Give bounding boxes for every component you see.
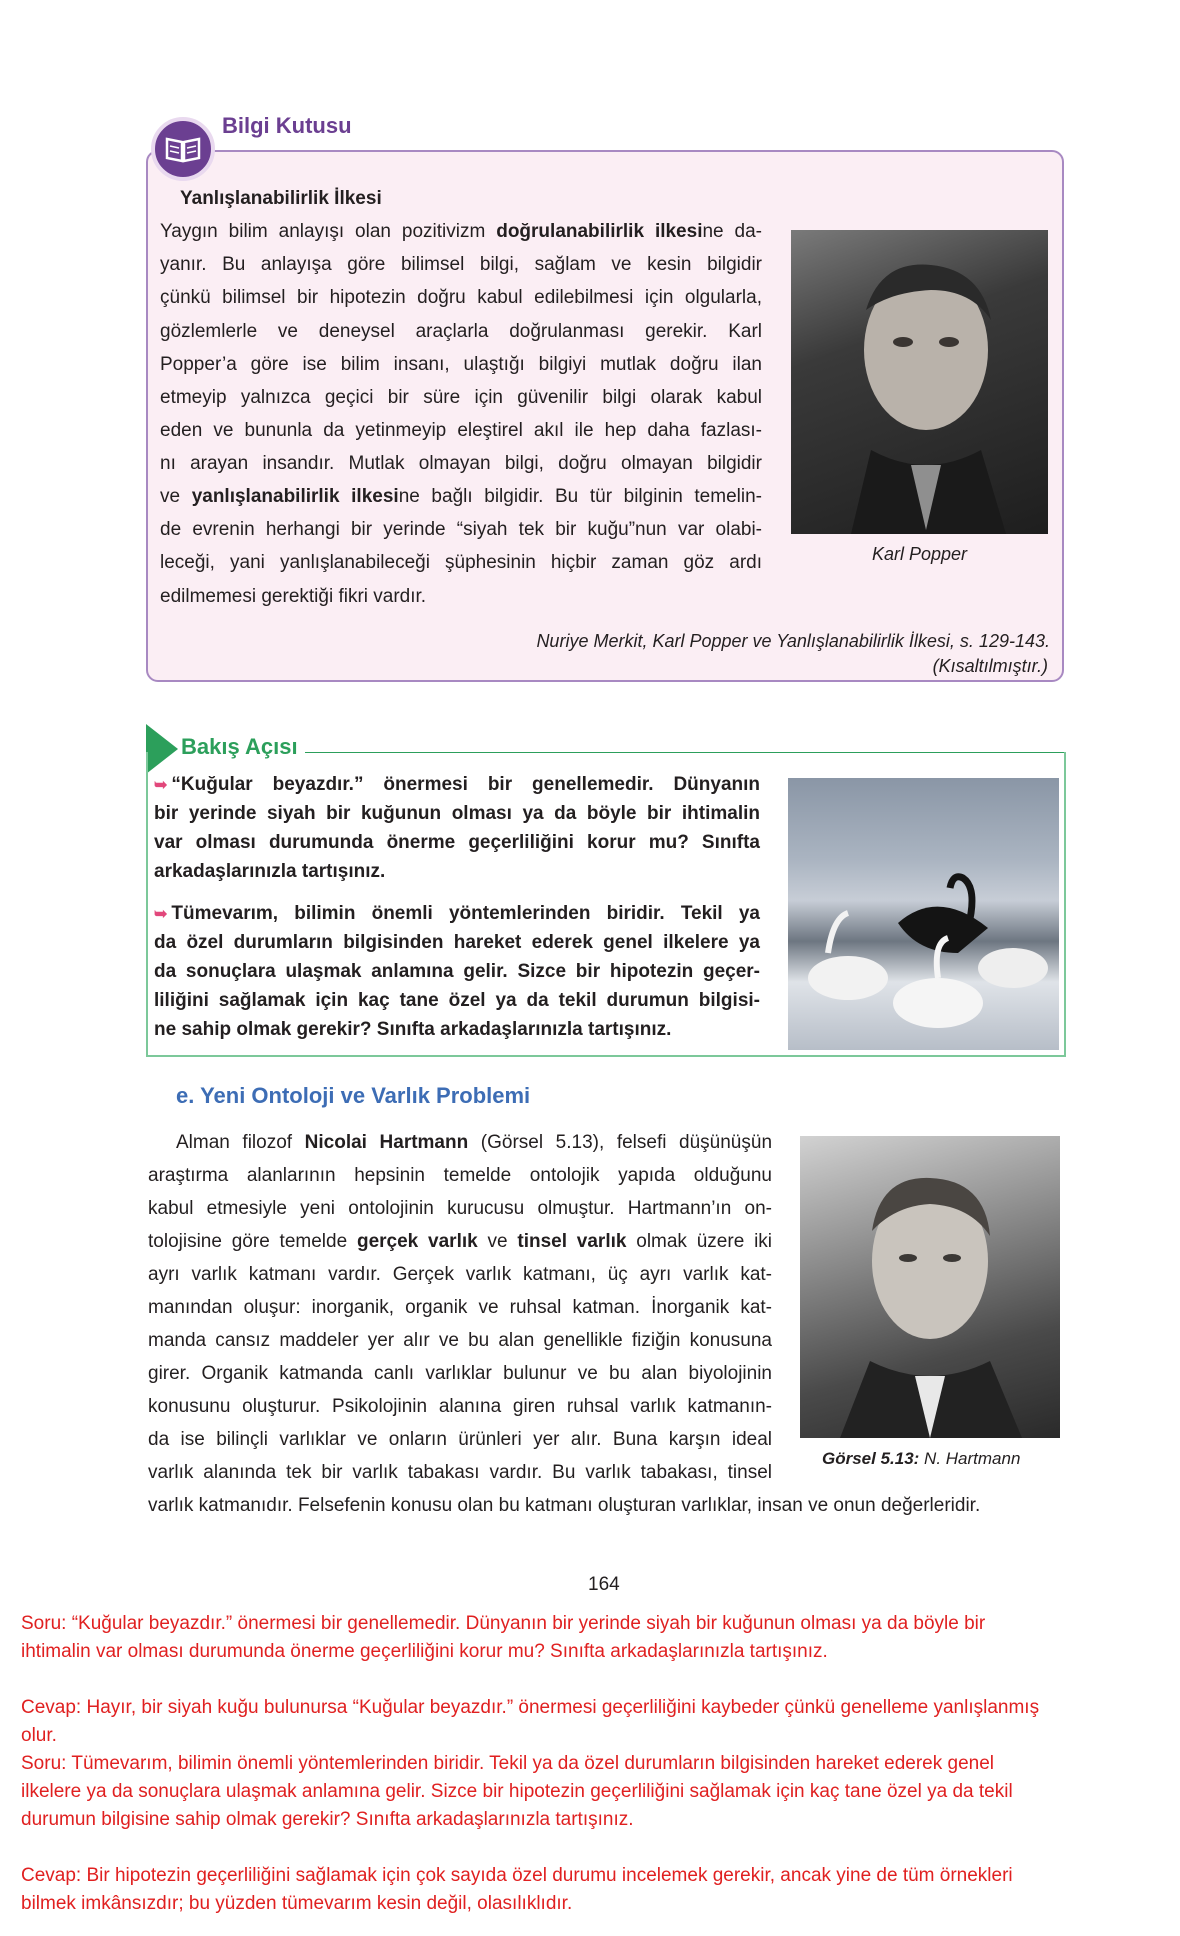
question-line: var olması durumunda önerme geçerliliğini korur mu? Sınıfta [154,832,760,853]
body-line: araştırma alanlarının hepsinin temelde ontolojik yapıda olduğunu [148,1165,772,1186]
book-icon [151,117,215,181]
source-note: (Kısaltılmıştır.) [932,656,1048,676]
body-line: girer. Organik katmanda canlı varlıklar bulunur ve bu alan biyolojinin [148,1363,772,1384]
question-line: liliğini sağlamak için kaç tane özel ya da tekil durumun bilgisi- [154,990,760,1011]
karl-popper-photo [791,230,1048,534]
question-line: ➥ “Kuğular beyazdır.” önermesi bir genellemedir. Dünyanın [154,774,760,795]
info-line: etmeyip yalnızca geçici bir süre için güvenilir bilgi olarak kabul [160,387,762,408]
body-line: da ise bilinçli varlıklar ve onların ürünleri yer alır. Buna karşın ideal [148,1429,772,1450]
question-line: ne sahip olmak gerekir? Sınıfta arkadaşlarınızla tartışınız. [154,1019,672,1040]
info-line: de evrenin herhangi bir yerinde “siyah tek bir kuğu”nun var olabi- [160,519,762,540]
answer-text: olur. [21,1725,57,1746]
question-text: Soru: “Kuğular beyazdır.” önermesi bir genellemedir. Dünyanın bir yerinde siyah bir kuğunun olması ya da böyle bir [21,1613,986,1634]
body-line: tolojisine göre temelde gerçek varlık ve tinsel varlık olmak üzere iki [148,1231,773,1252]
question-text: Soru: Tümevarım, bilimin önemli yöntemlerinden biridir. Tekil ya da özel durumların bilgisinden hareket ederek genel [21,1753,995,1774]
photo-caption: Karl Popper [872,544,968,564]
question-text: ihtimalin var olması durumunda önerme geçerliliğini korur mu? Sınıfta arkadaşlarınızla tartışınız. [21,1641,828,1662]
question-text: ilkelere ya da sonuçlara ulaşmak anlamına gelir. Sizce bir hipotezin geçerliliğini sağlamak için kaç tane özel ya da tekil [21,1781,1013,1802]
arrow-bullet-icon: ➥ [154,777,168,794]
info-line: leceği, yani yanlışlanabileceği şüphesinin hiçbir zaman göz ardı [160,552,762,573]
question-line: ➥ Tümevarım, bilimin önemli yöntemlerinden biridir. Tekil ya [154,903,760,924]
answer-text: bilmek imkânsızdır; bu yüzden tümevarım kesin değil, olasılıklıdır. [21,1893,573,1914]
info-line: edilmemesi gerektiği fikri vardır. [160,586,427,607]
swans-photo [788,778,1059,1050]
question-line: da sonuçlara ulaşmak anlamına gelir. Sizce bir hipotezin geçer- [154,961,760,982]
body-line: ayrı varlık katmanı vardır. Gerçek varlık katmanı, üç ayrı varlık kat- [148,1264,772,1285]
perspective-title: Bakış Açısı [181,734,298,759]
info-line: eden ve bununla da yetinmeyip eleştirel akıl ile hep daha fazlası- [160,420,762,441]
body-line: Alman filozof Nicolai Hartmann (Görsel 5.13), felsefi düşünüşün [176,1132,773,1153]
body-line: manından oluşur: inorganik, organik ve ruhsal katman. İnorganik kat- [148,1297,772,1318]
info-box-heading: Yanlışlanabilirlik İlkesi [180,188,382,209]
question-text: durumun bilgisine sahip olmak gerekir? Sınıfta arkadaşlarınızla tartışınız. [21,1809,634,1830]
source-citation: Nuriye Merkit, Karl Popper ve Yanlışlanabilirlik İlkesi, s. 129-143. [536,631,1050,651]
answer-text: Cevap: Hayır, bir siyah kuğu bulunursa “Kuğular beyazdır.” önermesi geçerliliğini kaybeder çünkü genelleme yanlışlanmış [21,1697,1040,1718]
body-line: varlık katmanıdır. Felsefenin konusu olan bu katmanı oluşturan varlıklar, insan ve onun değerleridir. [148,1495,981,1516]
info-line: yanır. Bu anlayışa göre bilimsel bilgi, sağlam ve kesin bilgidir [160,254,762,275]
info-box-title: Bilgi Kutusu [222,113,352,138]
section-title: e. Yeni Ontoloji ve Varlık Problemi [176,1083,531,1108]
info-line: çünkü bilimsel bir hipotezin doğru kabul edilebilmesi için olgularla, [160,287,762,308]
question-line: arkadaşlarınızla tartışınız. [154,861,386,882]
figure-caption: Görsel 5.13: N. Hartmann [822,1449,1021,1468]
answer-text: Cevap: Bir hipotezin geçerliliğini sağlamak için çok sayıda özel durumu incelemek gerekir, ancak yine de tüm örnekleri [21,1865,1013,1886]
question-line: da özel durumların bilgisinden hareket ederek genel ilkelere ya [154,932,760,953]
question-line: bir yerinde siyah bir kuğunun olması ya da böyle bir ihtimalin [154,803,760,824]
info-line: Popper’a göre ise bilim insanı, ulaştığı bilgiyi mutlak doğru ilan [160,354,762,375]
arrow-bullet-icon: ➥ [154,906,168,923]
info-line: gözlemlerle ve deneysel araçlarla doğrulanması gerekir. Karl [160,321,762,342]
body-line: konusunu oluşturur. Psikolojinin alanına giren ruhsal varlık katmanın- [148,1396,772,1417]
hartmann-photo [800,1136,1060,1438]
body-line: varlık alanında tek bir varlık tabakası vardır. Bu varlık tabakası, tinsel [148,1462,772,1483]
page-number: 164 [588,1574,620,1595]
info-line: Yaygın bilim anlayışı olan pozitivizm doğrulanabilirlik ilkesine da- [160,221,763,242]
body-line: kabul etmesiyle yeni ontolojinin kurucusu olmuştur. Hartmann’ın on- [148,1198,772,1219]
info-line: nı arayan insandır. Mutlak olmayan bilgi, doğru olmayan bilgidir [160,453,762,474]
body-line: manda cansız maddeler yer alır ve bu alan genellikle fiziğin konusuna [148,1330,772,1351]
info-line: ve yanlışlanabilirlik ilkesine bağlı bilgidir. Bu tür bilginin temelin- [160,486,762,507]
